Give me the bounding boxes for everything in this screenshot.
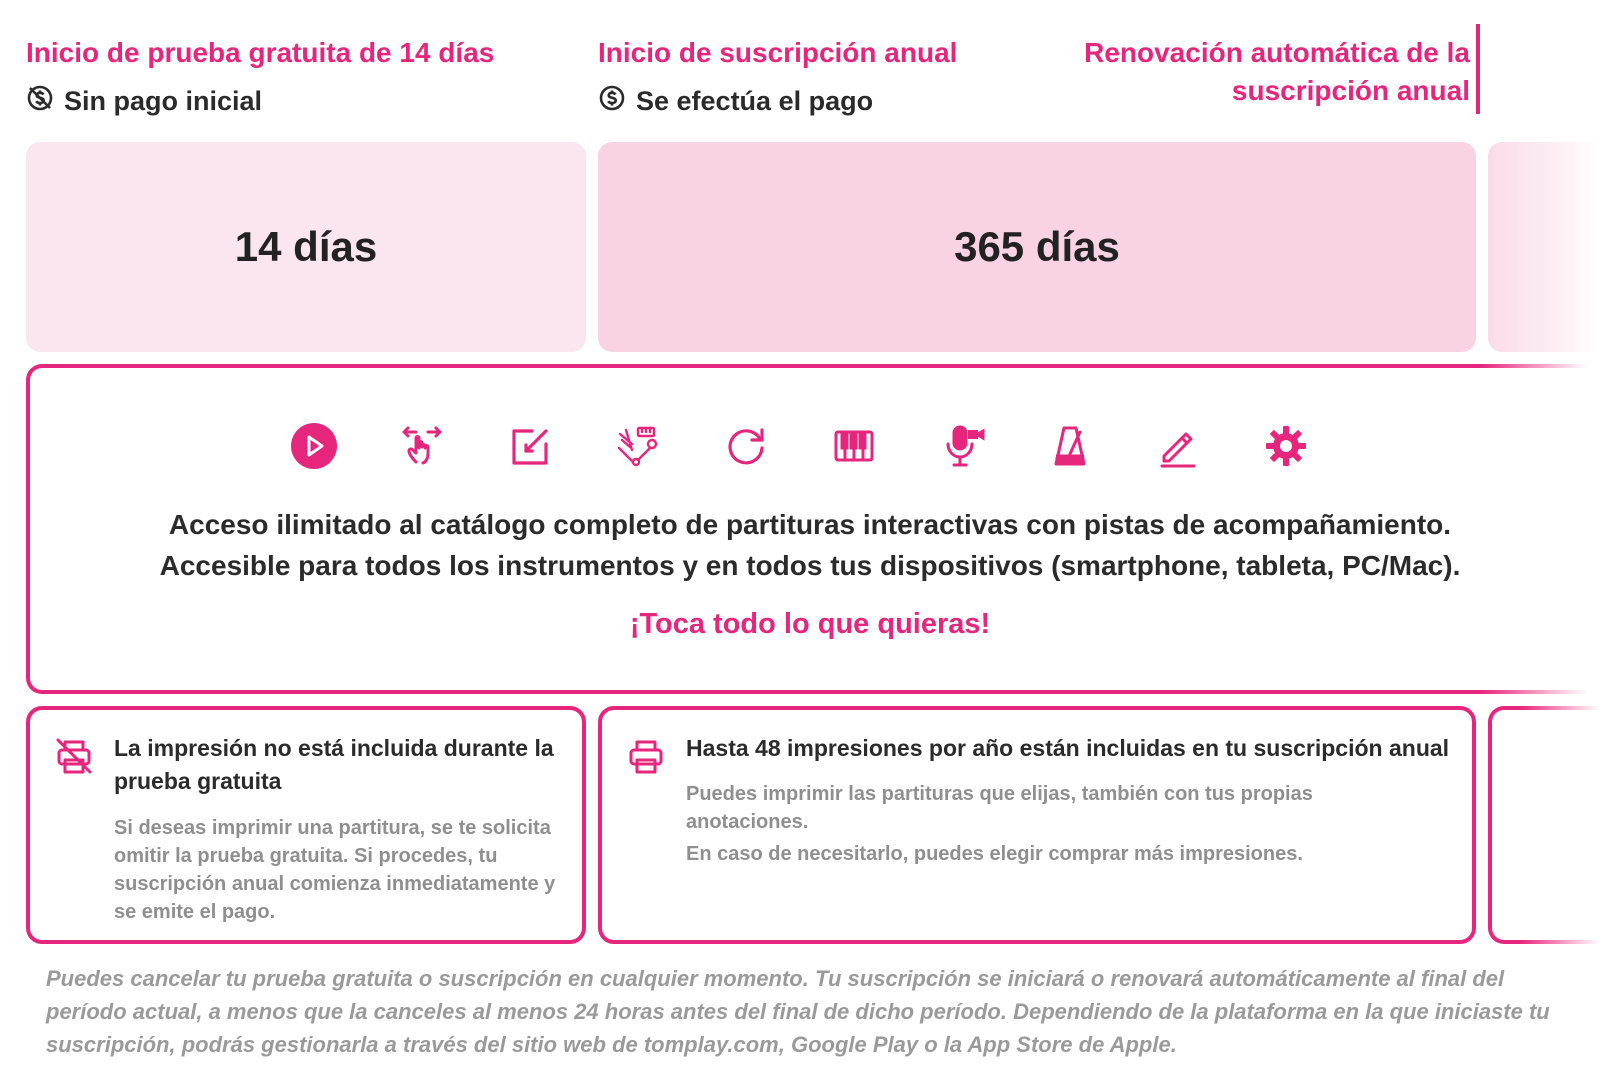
dollar-coin-icon bbox=[598, 84, 626, 119]
annual-print-body-1: Puedes imprimir las partituras que elijas, también con tus propias anotaciones. bbox=[686, 783, 1313, 833]
renewal-marker bbox=[1476, 24, 1480, 114]
features-cta: ¡Toca todo lo que quieras! bbox=[629, 608, 991, 640]
edit-square-icon bbox=[504, 420, 556, 472]
phase-renewal-title-line2: suscripción anual bbox=[1231, 75, 1470, 106]
annual-duration-label: 365 días bbox=[954, 223, 1120, 270]
annual-print-body-2: En caso de necesitarlo, puedes elegir comprar más impresiones. bbox=[686, 843, 1303, 865]
metronome-icon bbox=[1044, 420, 1096, 472]
phase-trial-title: Inicio de prueba gratuita de 14 días bbox=[26, 37, 495, 68]
settings-gear-icon bbox=[1260, 420, 1312, 472]
annual-print-card bbox=[598, 706, 1476, 944]
no-print-icon bbox=[54, 736, 94, 776]
phase-annual-subtitle-text: Se efectúa el pago bbox=[636, 86, 874, 116]
phase-renewal-title bbox=[1084, 34, 1482, 110]
pencil-icon bbox=[1152, 420, 1204, 472]
piano-keys-icon bbox=[828, 420, 880, 472]
features-line-1: Acceso ilimitado al catálogo completo de partituras interactivas con pistas de acompañamiento. bbox=[168, 509, 1452, 540]
footer-disclaimer: Puedes cancelar tu prueba gratuita o suscripción en cualquier momento. Tu suscripción se iniciará o renovará automáticamente al final del período actual, a menos que la canceles al menos 24 horas antes del final de dicho período. Dependiendo de la plataforma en la que iniciaste tu suscripción, podrás gestionarla a través del sitio web de tomplay.com, Google Play o la App Store de Apple. bbox=[46, 966, 1550, 1057]
features-description bbox=[30, 504, 1590, 586]
play-icon bbox=[288, 420, 340, 472]
replay-icon bbox=[720, 420, 772, 472]
phase-trial-subtitle bbox=[26, 84, 262, 119]
trial-duration-block bbox=[26, 142, 586, 352]
no-payment-icon bbox=[26, 84, 54, 119]
annual-print-title: Hasta 48 impresiones por año están incluidas en tu suscripción anual bbox=[686, 735, 1450, 761]
phase-renewal-title-line1: Renovación automática de la bbox=[1084, 37, 1470, 68]
renewal-duration-block bbox=[1488, 142, 1600, 352]
features-panel bbox=[26, 364, 1600, 694]
instruments-icon bbox=[612, 420, 664, 472]
trial-print-card bbox=[26, 706, 586, 944]
phase-annual-title: Inicio de suscripción anual bbox=[598, 37, 958, 68]
swipe-hand-icon bbox=[396, 420, 448, 472]
trial-duration-label: 14 días bbox=[234, 223, 378, 270]
annual-duration-block bbox=[598, 142, 1476, 352]
microphone-camera-icon bbox=[936, 420, 988, 472]
trial-print-title: La impresión no está incluida durante la prueba gratuita bbox=[114, 735, 554, 794]
phase-annual-subtitle bbox=[598, 84, 873, 119]
features-line-2: Accesible para todos los instrumentos y en todos tus dispositivos (smartphone, tableta, PC/Mac). bbox=[159, 550, 1461, 581]
feature-icons bbox=[30, 420, 1570, 472]
renewal-card bbox=[1488, 706, 1600, 944]
printer-icon bbox=[626, 736, 666, 776]
phase-trial-subtitle-text: Sin pago inicial bbox=[64, 86, 263, 116]
trial-print-body: Si deseas imprimir una partitura, se te solicita omitir la prueba gratuita. Si procedes, tu suscripción anual comienza inmediatamente y se emite el pago. bbox=[114, 817, 556, 923]
